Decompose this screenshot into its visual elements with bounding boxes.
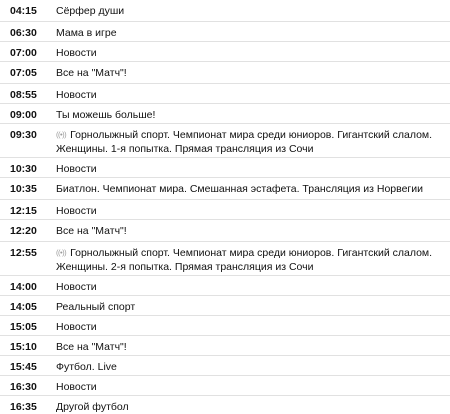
program-title-text: Ты можешь больше! — [56, 109, 156, 121]
program-title-text: Новости — [56, 47, 97, 59]
program-title-text: Все на "Матч"! — [56, 67, 127, 79]
program-title-text: Новости — [56, 89, 97, 101]
program-title-text: Реальный спорт — [56, 301, 136, 313]
schedule-row — [0, 0, 450, 22]
program-title-text: Все на "Матч"! — [56, 225, 127, 237]
program-title — [56, 356, 450, 374]
program-time: 12:20 — [10, 225, 37, 237]
program-title — [56, 296, 450, 314]
program-time: 12:15 — [10, 205, 37, 217]
program-time: 16:30 — [10, 381, 37, 393]
program-time: 16:35 — [10, 401, 37, 413]
schedule-row — [0, 316, 450, 336]
program-title-text: Футбол. Live — [56, 361, 117, 373]
program-time: 14:05 — [10, 301, 37, 313]
program-title-text: Новости — [56, 163, 97, 175]
program-title — [56, 396, 450, 414]
program-title-text: Другой футбол — [56, 401, 129, 413]
program-title — [56, 242, 450, 274]
program-time: 06:30 — [10, 27, 37, 39]
program-title — [56, 376, 450, 394]
program-title-text: Новости — [56, 205, 97, 217]
schedule-row — [0, 376, 450, 396]
program-title — [56, 42, 450, 60]
schedule-row — [0, 200, 450, 220]
program-time: 14:00 — [10, 281, 37, 293]
schedule-row — [0, 158, 450, 178]
program-title-text: Горнолыжный спорт. Чемпионат мира среди юниоров. Гигантский слалом. Женщины. 2-я попытка. Прямая трансляция из Сочи — [56, 247, 433, 273]
schedule-row — [0, 178, 450, 200]
program-title — [56, 200, 450, 218]
program-time: 08:55 — [10, 89, 37, 101]
program-time: 15:10 — [10, 341, 37, 353]
program-title — [56, 0, 450, 18]
program-time: 12:55 — [10, 247, 37, 259]
program-title-text: Горнолыжный спорт. Чемпионат мира среди юниоров. Гигантский слалом. Женщины. 1-я попытка. Прямая трансляция из Сочи — [56, 129, 433, 155]
program-title-text: Сёрфер души — [56, 5, 125, 17]
program-title — [56, 158, 450, 176]
broadcast-icon: ((•)) — [56, 248, 67, 257]
program-title-text: Новости — [56, 321, 97, 333]
schedule-row — [0, 242, 450, 276]
schedule-row — [0, 336, 450, 356]
program-title-text: Мама в игре — [56, 27, 117, 39]
program-title — [56, 104, 450, 122]
program-title — [56, 336, 450, 354]
schedule-row — [0, 62, 450, 84]
broadcast-icon: ((•)) — [56, 130, 67, 139]
program-time: 09:30 — [10, 129, 37, 141]
program-time: 07:00 — [10, 47, 37, 59]
schedule-row — [0, 220, 450, 242]
program-time: 07:05 — [10, 67, 37, 79]
program-time: 10:30 — [10, 163, 37, 175]
program-title — [56, 84, 450, 102]
program-title — [56, 220, 450, 238]
program-title — [56, 178, 450, 196]
program-title — [56, 316, 450, 334]
program-title — [56, 276, 450, 294]
schedule-row — [0, 104, 450, 124]
program-title-text: Биатлон. Чемпионат мира. Смешанная эстафета. Трансляция из Норвегии — [56, 183, 423, 195]
program-time: 15:05 — [10, 321, 37, 333]
program-time: 09:00 — [10, 109, 37, 121]
program-time: 10:35 — [10, 183, 37, 195]
schedule-row — [0, 296, 450, 316]
program-title-text: Все на "Матч"! — [56, 341, 127, 353]
schedule-row — [0, 22, 450, 42]
schedule-row — [0, 42, 450, 62]
program-title-text: Новости — [56, 381, 97, 393]
program-title-text: Новости — [56, 281, 97, 293]
schedule-row — [0, 396, 450, 413]
schedule-row — [0, 356, 450, 376]
program-title — [56, 124, 450, 156]
program-time: 15:45 — [10, 361, 37, 373]
schedule-row — [0, 276, 450, 296]
program-title — [56, 22, 450, 40]
schedule-row — [0, 84, 450, 104]
program-time: 04:15 — [10, 5, 37, 17]
program-title — [56, 62, 450, 80]
schedule-row — [0, 124, 450, 158]
